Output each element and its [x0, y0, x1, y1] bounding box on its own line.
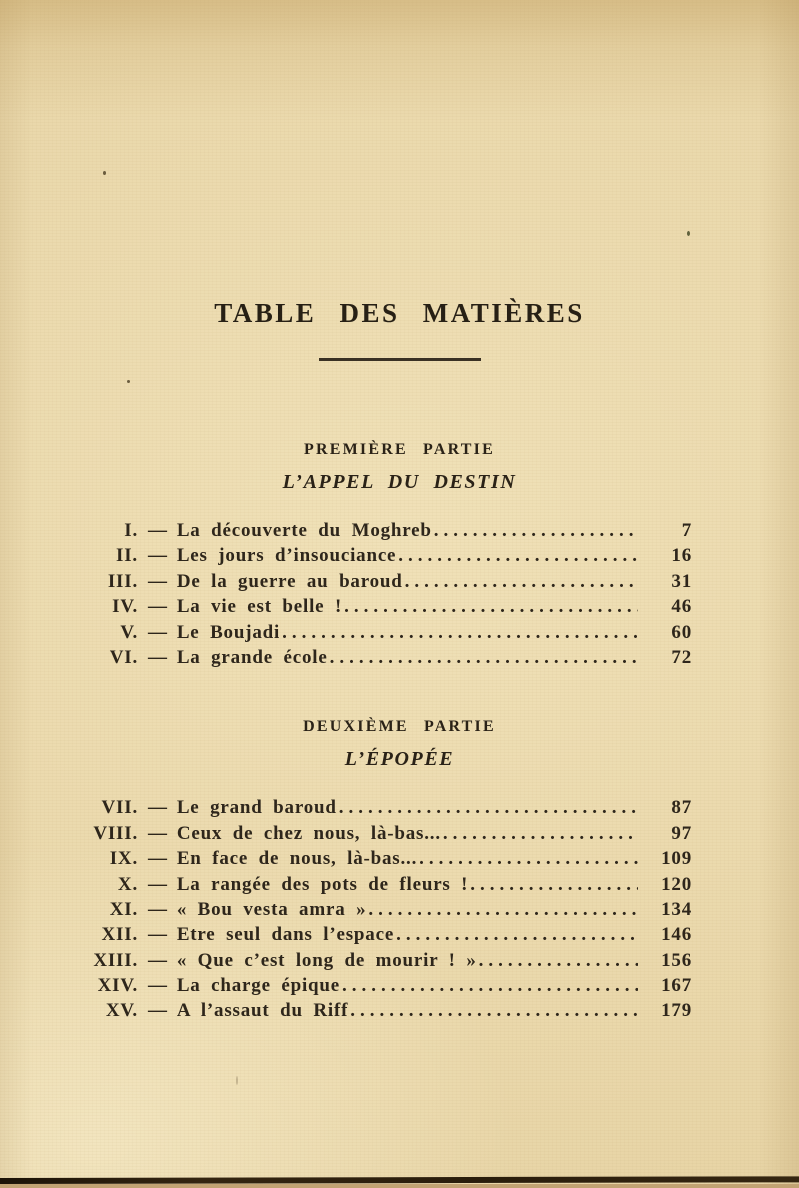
chapter-numeral: XI. — [109, 898, 138, 920]
toc-entry-row — [70, 874, 692, 899]
chapter-numeral: XIV. — [97, 975, 138, 997]
page-edge-underlay — [0, 1184, 799, 1188]
entry-title: La découverte du Moghreb — [176, 520, 432, 541]
chapter-numeral: III. — [107, 570, 138, 592]
entry-dash: — — [148, 924, 168, 946]
dot-leaders — [330, 647, 638, 669]
entry-page-number: 97 — [671, 822, 692, 844]
chapter-numeral: XV. — [105, 1000, 138, 1022]
chapter-numeral: VII. — [101, 797, 138, 819]
page-edge-shadow — [0, 1176, 799, 1184]
toc-entry-row — [70, 848, 692, 873]
dot-leaders — [350, 1000, 638, 1022]
toc-entry-row — [70, 1000, 692, 1025]
toc-entry-row — [70, 647, 692, 672]
entry-dash: — — [148, 1000, 168, 1022]
entry-page-number: 179 — [661, 1000, 692, 1022]
entry-title: De la guerre au baroud — [176, 570, 403, 592]
toc-entries — [70, 797, 692, 1026]
entry-dash: — — [148, 848, 168, 870]
entry-title: « Que c’est long de mourir ! » — [176, 949, 477, 971]
toc-entry-row — [70, 545, 692, 570]
entry-page-number: 109 — [661, 848, 692, 870]
entry-page-number: 46 — [671, 596, 692, 618]
paper-speck — [127, 380, 130, 383]
toc-entry-row — [70, 823, 692, 848]
entry-page-number: 167 — [661, 975, 692, 997]
entry-title: Ceux de chez nous, là-bas... — [176, 822, 441, 844]
toc-entry-row — [70, 571, 692, 596]
dot-leaders — [470, 874, 638, 896]
paper-speck — [687, 231, 690, 236]
entry-page-number: 146 — [661, 924, 692, 946]
toc-entry-row — [70, 797, 692, 822]
paper-speck — [103, 171, 106, 175]
entry-dash: — — [148, 873, 168, 895]
chapter-numeral: XIII. — [93, 949, 138, 971]
table-of-contents — [0, 441, 799, 1026]
dot-leaders — [342, 975, 638, 997]
entry-page-number: 16 — [671, 545, 692, 567]
entry-title: La vie est belle ! — [176, 596, 343, 618]
entry-page-number: 156 — [661, 949, 692, 971]
toc-entry-row — [70, 899, 692, 924]
entry-title: En face de nous, là-bas... — [176, 848, 418, 870]
entry-dash: — — [148, 596, 168, 618]
entry-page-number: 87 — [671, 797, 692, 819]
dot-leaders — [419, 848, 638, 870]
dot-leaders — [434, 520, 638, 542]
entry-title: La grande école — [176, 646, 328, 668]
chapter-numeral: X. — [117, 873, 138, 895]
toc-part — [0, 441, 799, 672]
chapter-numeral: VI. — [109, 646, 138, 668]
entry-page-number: 31 — [671, 570, 692, 592]
chapter-numeral: I. — [124, 520, 138, 541]
entry-dash: — — [148, 520, 168, 541]
dot-leaders — [405, 571, 638, 593]
dot-leaders — [368, 899, 638, 921]
entry-dash: — — [148, 898, 168, 920]
toc-entry-row — [70, 975, 692, 1000]
entry-title: La charge épique — [176, 975, 340, 997]
part-heading: PREMIÈRE PARTIE — [304, 441, 495, 458]
toc-part — [0, 718, 799, 1026]
entry-page-number: 7 — [681, 520, 692, 541]
entry-dash: — — [148, 570, 168, 592]
page-bottom-edge — [0, 1178, 799, 1188]
entry-title: Etre seul dans l’espace — [176, 924, 395, 946]
toc-entry-row — [70, 596, 692, 621]
chapter-numeral: II. — [116, 545, 138, 567]
entry-page-number: 60 — [671, 621, 692, 643]
toc-entry-row — [70, 520, 692, 545]
part-subtitle: L’APPEL DU DESTIN — [282, 471, 517, 493]
dot-leaders — [479, 950, 638, 972]
entry-page-number: 72 — [671, 646, 692, 668]
toc-entry-row — [70, 924, 692, 949]
entry-dash: — — [148, 621, 168, 643]
entry-title: La rangée des pots de fleurs ! — [176, 873, 469, 895]
entry-title: « Bou vesta amra » — [176, 898, 367, 920]
chapter-numeral: IV. — [112, 596, 138, 618]
dot-leaders — [396, 924, 638, 946]
entry-dash: — — [148, 646, 168, 668]
entry-title: Le Boujadi — [176, 621, 281, 643]
chapter-numeral: V. — [120, 621, 138, 643]
entry-title: Le grand baroud — [176, 797, 337, 819]
entry-title: Les jours d’insouciance — [176, 545, 397, 567]
chapter-numeral: IX. — [109, 848, 138, 870]
page-title: TABLE DES MATIÈRES — [214, 298, 585, 328]
toc-entry-row — [70, 950, 692, 975]
part-subtitle: L’ÉPOPÉE — [344, 748, 455, 771]
entry-page-number: 134 — [661, 898, 692, 920]
dot-leaders — [398, 545, 638, 567]
chapter-numeral: VIII. — [93, 822, 138, 844]
dot-leaders — [282, 622, 638, 644]
part-heading: DEUXIÈME PARTIE — [303, 718, 496, 736]
dot-leaders — [443, 823, 638, 845]
entry-title: A l’assaut du Riff — [176, 1000, 349, 1022]
entry-dash: — — [148, 949, 168, 971]
entry-dash: — — [148, 975, 168, 997]
paper-speck — [236, 1076, 238, 1085]
entry-dash: — — [148, 797, 168, 819]
title-divider-rule — [319, 358, 481, 361]
dot-leaders — [344, 596, 638, 618]
chapter-numeral: XII. — [101, 924, 138, 946]
dot-leaders — [339, 797, 638, 819]
toc-entry-row — [70, 622, 692, 647]
entry-dash: — — [148, 822, 168, 844]
toc-entries — [70, 520, 692, 672]
entry-dash: — — [148, 545, 168, 567]
entry-page-number: 120 — [661, 873, 692, 895]
